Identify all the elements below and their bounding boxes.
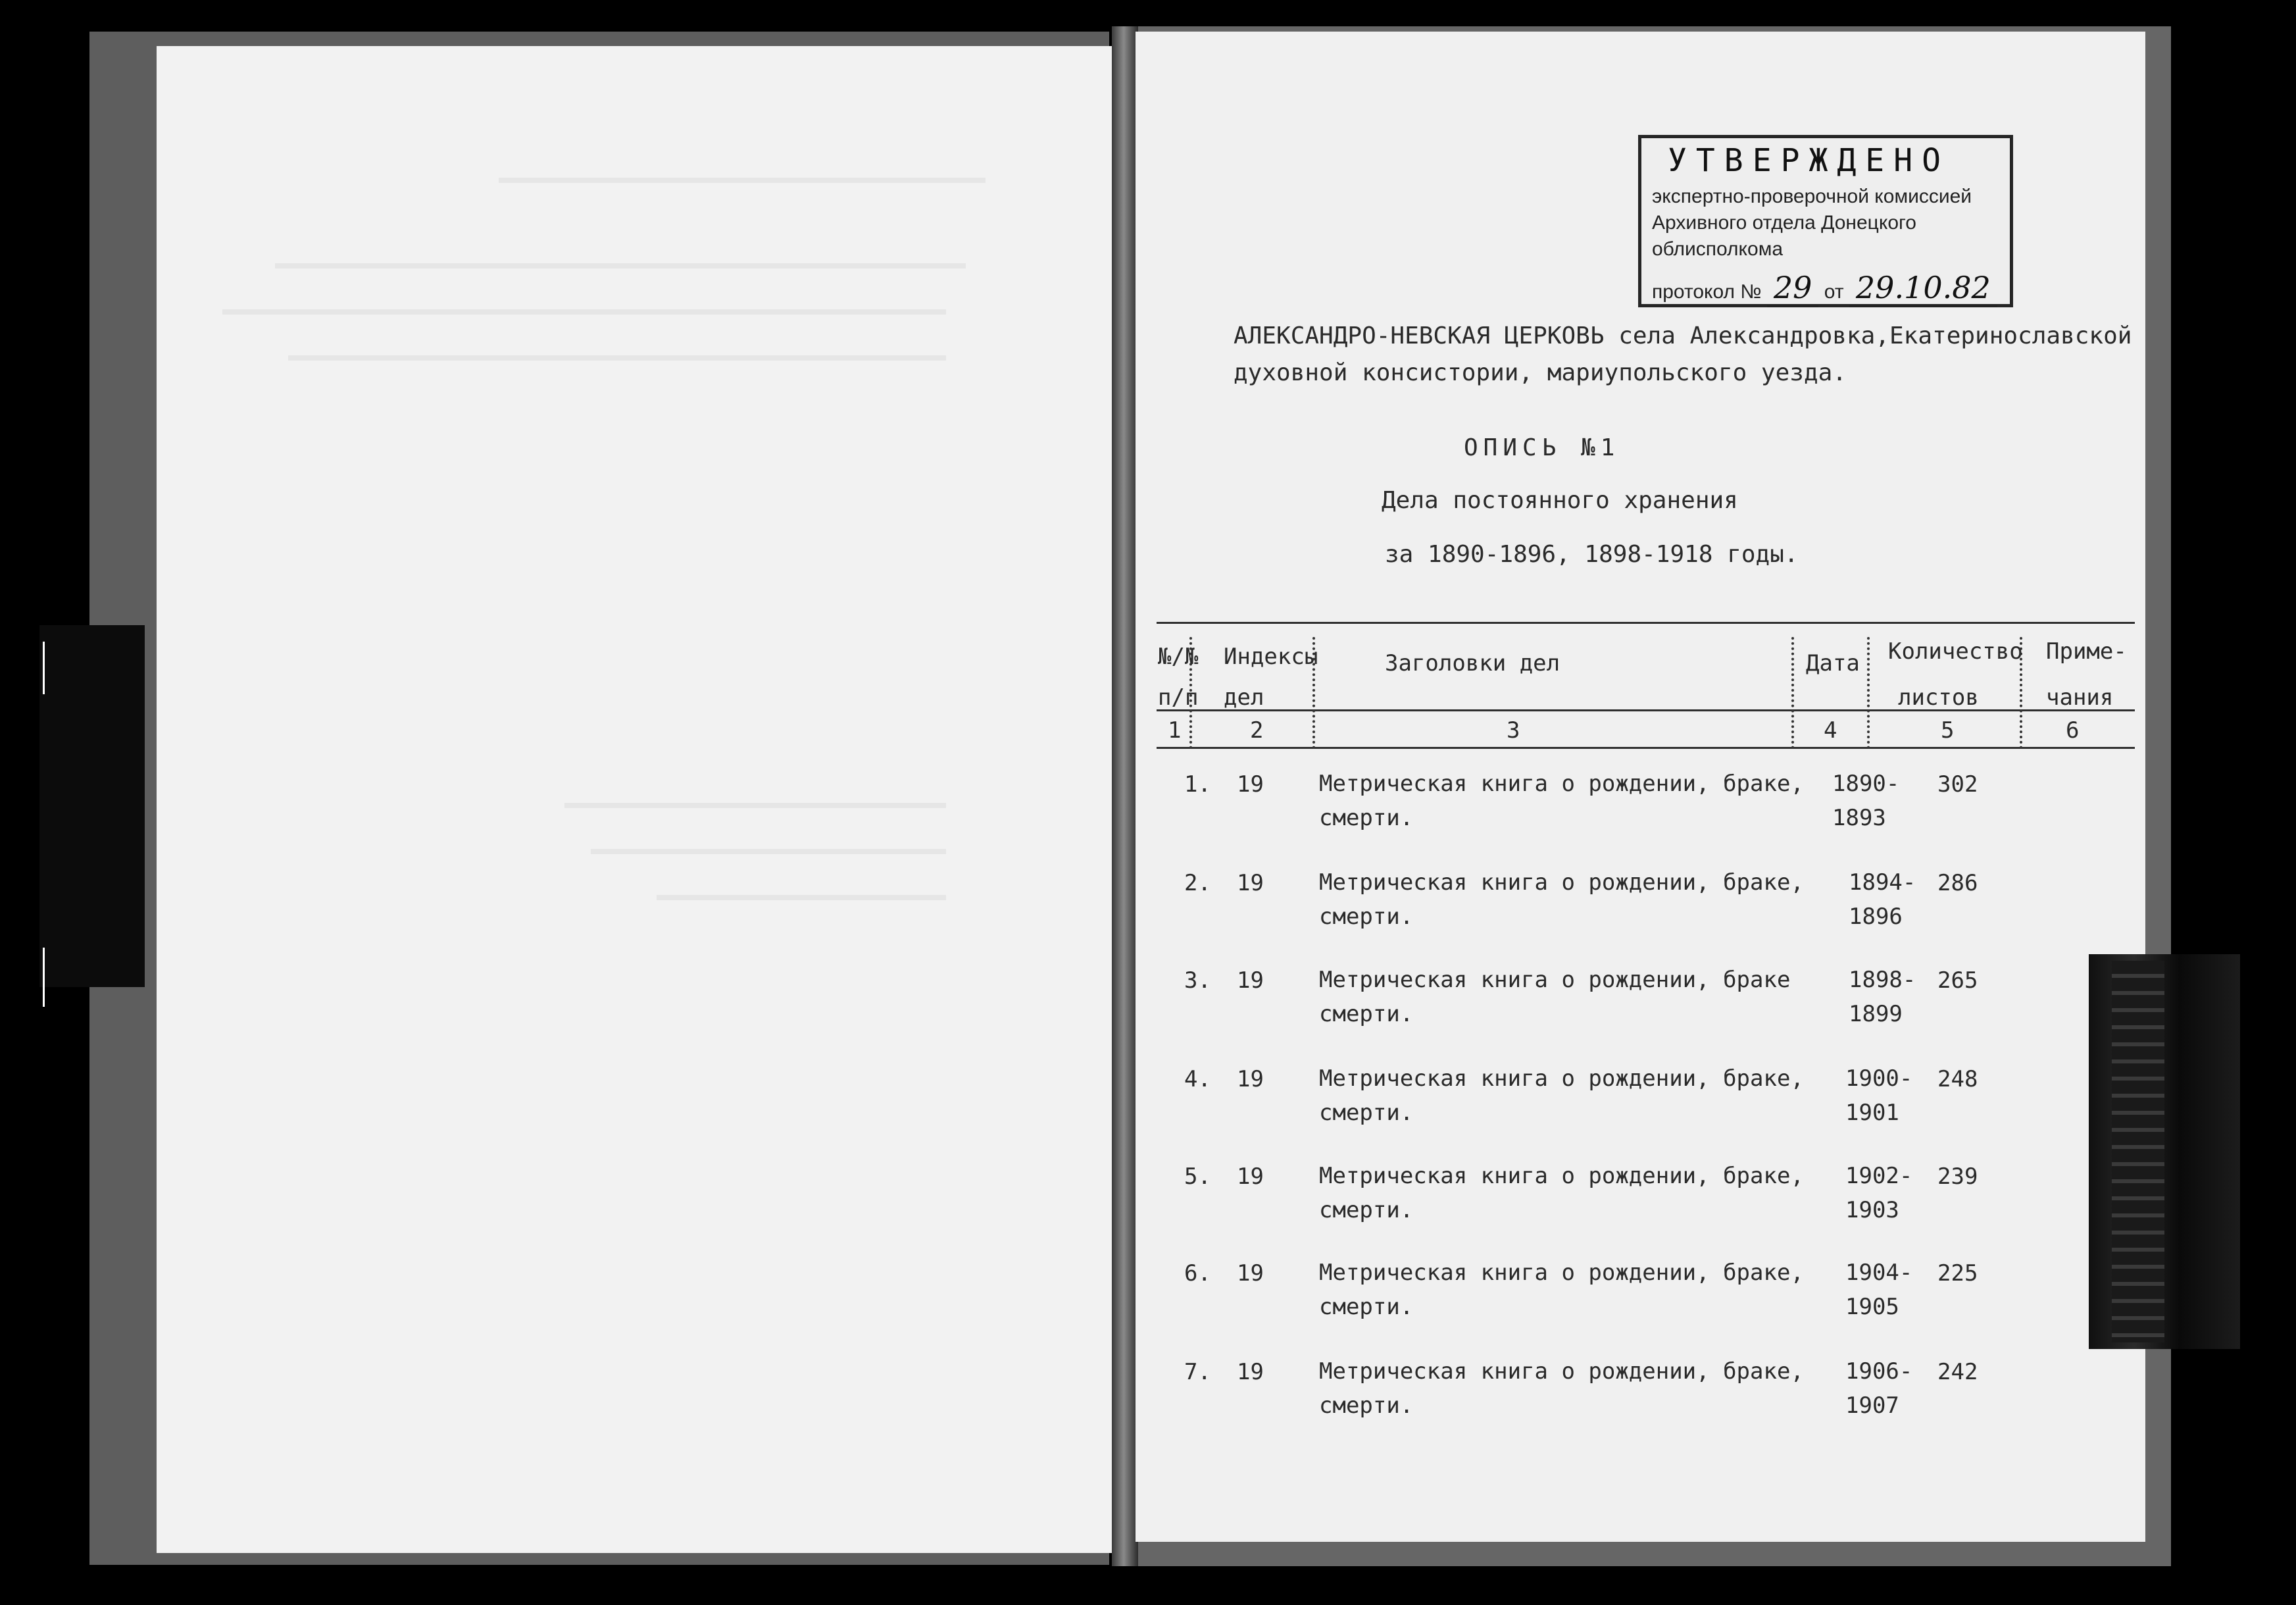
header-col2-number: 2 xyxy=(1250,717,1264,744)
header-col6-number: 6 xyxy=(2066,717,2080,744)
header-col1-number: 1 xyxy=(1168,717,1182,744)
header-col4-number: 4 xyxy=(1824,717,1837,744)
from-label: от xyxy=(1824,281,1844,303)
church-name-line1: АЛЕКСАНДРО-НЕВСКАЯ ЦЕРКОВЬ села Александровка,Екатеринославской xyxy=(1234,322,2132,349)
header-col6: Приме- xyxy=(2046,638,2127,665)
protocol-date: 29.10.82 xyxy=(1849,270,1997,307)
row-title-line2: смерти. xyxy=(1319,1392,1414,1419)
row-year-end: 1903 xyxy=(1845,1197,1899,1223)
header-col3-number: 3 xyxy=(1507,717,1520,744)
row-title-line1: Метрическая книга о рождении, браке, xyxy=(1319,1163,1804,1189)
row-title-line2: смерти. xyxy=(1319,1197,1414,1223)
left-binding-tab xyxy=(39,625,145,987)
row-index: 19 xyxy=(1237,967,1264,994)
book-spine xyxy=(1112,26,1138,1566)
stamp-line: облисполкома xyxy=(1652,238,1784,260)
table-top-rule xyxy=(1157,622,2135,624)
header-col5: Количество xyxy=(1888,638,2023,665)
row-number: 4. xyxy=(1184,1066,1211,1092)
row-number: 6. xyxy=(1184,1260,1211,1287)
header-col5-number: 5 xyxy=(1941,717,1955,744)
stamp-line: экспертно-проверочной комиссией xyxy=(1652,186,1972,207)
row-index: 19 xyxy=(1237,1066,1264,1092)
header-col2-line2: дел xyxy=(1224,684,1264,711)
stamp-line: Архивного отдела Донецкого xyxy=(1652,212,1916,234)
row-title-line1: Метрическая книга о рождении, браке, xyxy=(1319,1358,1804,1385)
header-col1: №/№ xyxy=(1158,644,1199,670)
row-year-end: 1901 xyxy=(1845,1100,1899,1126)
row-year-end: 1893 xyxy=(1832,805,1886,831)
row-sheets: 248 xyxy=(1937,1066,1978,1092)
protocol-label: протокол № xyxy=(1652,281,1762,303)
bleed-through xyxy=(288,355,946,361)
row-title-line2: смерти. xyxy=(1319,1100,1414,1126)
row-year-end: 1896 xyxy=(1849,904,1903,930)
row-title-line1: Метрическая книга о рождении, браке, xyxy=(1319,771,1804,797)
row-year-start: 1906- xyxy=(1845,1358,1913,1385)
row-year-start: 1898- xyxy=(1849,967,1916,993)
row-title-line2: смерти. xyxy=(1319,1294,1414,1320)
inventory-period: за 1890-1896, 1898-1918 годы. xyxy=(1385,541,1799,568)
row-index: 19 xyxy=(1237,1260,1264,1287)
row-title-line1: Метрическая книга о рождении, браке, xyxy=(1319,869,1804,896)
row-sheets: 242 xyxy=(1937,1359,1978,1385)
row-year-start: 1890- xyxy=(1832,771,1900,797)
row-sheets: 225 xyxy=(1937,1260,1978,1287)
church-name-line2: духовной консистории, мариупольского уезда. xyxy=(1234,359,1847,386)
bleed-through xyxy=(275,263,966,268)
bleed-through xyxy=(657,895,946,900)
inventory-subtitle: Дела постоянного хранения xyxy=(1382,487,1738,514)
bleed-through xyxy=(222,309,946,315)
film-mark xyxy=(43,948,45,1007)
column-divider xyxy=(1867,637,1870,749)
row-year-end: 1907 xyxy=(1845,1392,1899,1419)
header-col6-line2: чания xyxy=(2046,684,2114,711)
row-title-line2: смерти. xyxy=(1319,904,1414,930)
row-title-line2: смерти. xyxy=(1319,1001,1414,1027)
row-index: 19 xyxy=(1237,870,1264,896)
stamp-title: УТВЕРЖДЕНО xyxy=(1668,142,1950,179)
row-number: 1. xyxy=(1184,771,1211,798)
row-index: 19 xyxy=(1237,1163,1264,1190)
protocol-number: 29 xyxy=(1767,270,1819,307)
row-number: 5. xyxy=(1184,1163,1211,1190)
left-page-blank xyxy=(157,46,1124,1553)
row-title-line1: Метрическая книга о рождении, браке, xyxy=(1319,1260,1804,1286)
table-number-rule xyxy=(1157,747,2135,749)
stamp-protocol xyxy=(1652,270,1997,307)
row-sheets: 302 xyxy=(1937,771,1978,798)
row-title-line1: Метрическая книга о рождении, браке, xyxy=(1319,1065,1804,1092)
row-year-end: 1905 xyxy=(1845,1294,1899,1320)
bleed-through xyxy=(591,849,946,854)
inventory-title: ОПИСЬ №1 xyxy=(1464,434,1620,461)
row-title-line1: Метрическая книга о рождении, браке xyxy=(1319,967,1791,993)
row-number: 3. xyxy=(1184,967,1211,994)
approval-stamp xyxy=(1638,135,2013,307)
row-index: 19 xyxy=(1237,771,1264,798)
row-index: 19 xyxy=(1237,1359,1264,1385)
row-number: 7. xyxy=(1184,1359,1211,1385)
bleed-through xyxy=(499,178,986,183)
film-mark xyxy=(43,642,45,694)
row-title-line2: смерти. xyxy=(1319,805,1414,831)
row-sheets: 286 xyxy=(1937,870,1978,896)
row-year-start: 1900- xyxy=(1845,1065,1913,1092)
bleed-through xyxy=(564,803,946,808)
row-sheets: 265 xyxy=(1937,967,1978,994)
header-col2: Индексы xyxy=(1224,644,1318,670)
table-header-rule xyxy=(1157,709,2135,711)
binding-clip xyxy=(2112,961,2164,1342)
header-col3: Заголовки дел xyxy=(1385,650,1560,676)
row-year-start: 1904- xyxy=(1845,1260,1913,1286)
header-col4: Дата xyxy=(1806,650,1860,676)
row-number: 2. xyxy=(1184,870,1211,896)
row-year-end: 1899 xyxy=(1849,1001,1903,1027)
row-year-start: 1894- xyxy=(1849,869,1916,896)
column-divider xyxy=(1791,637,1794,749)
header-col5-line2: листов xyxy=(1898,684,1979,711)
row-year-start: 1902- xyxy=(1845,1163,1913,1189)
row-sheets: 239 xyxy=(1937,1163,1978,1190)
header-col1-line2: п/п xyxy=(1158,684,1199,711)
